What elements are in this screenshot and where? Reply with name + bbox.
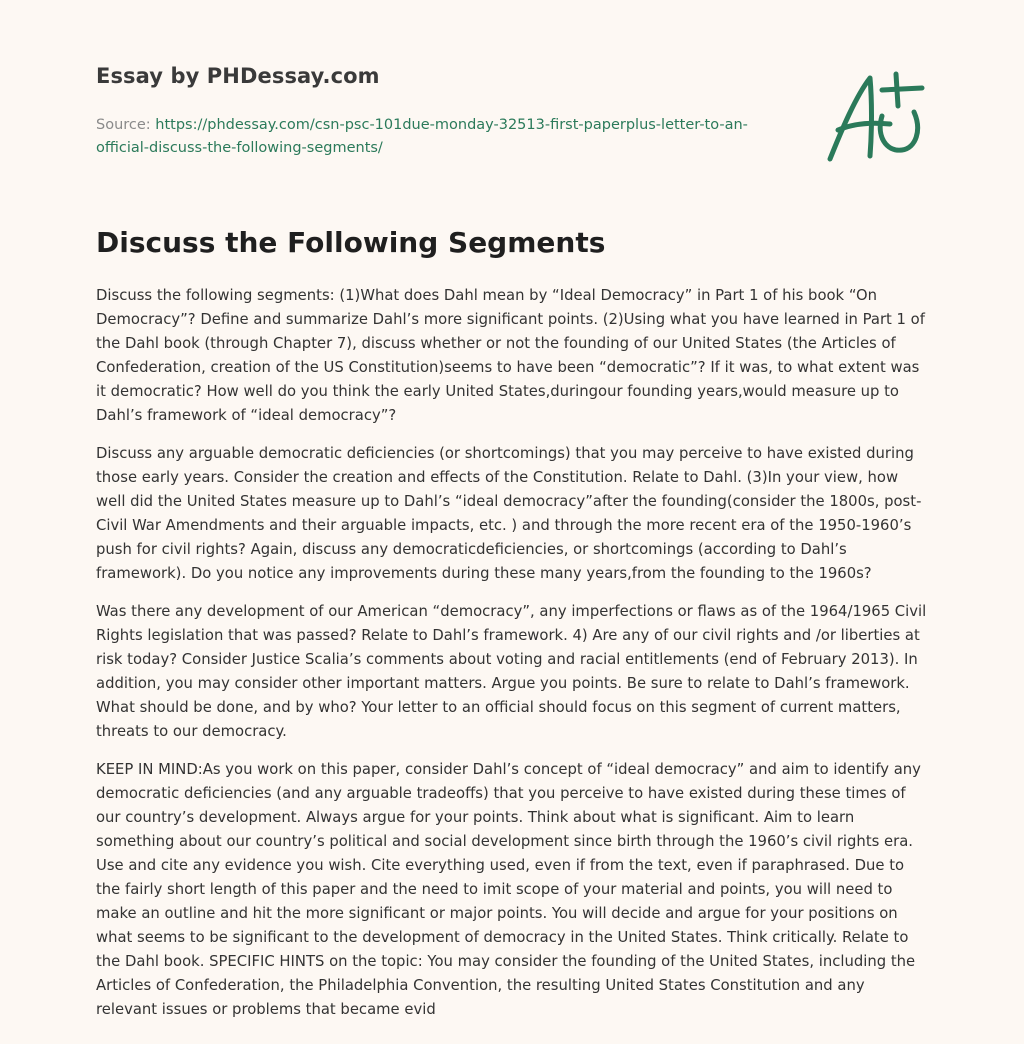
article-title: Discuss the Following Segments xyxy=(96,226,606,259)
article-body xyxy=(96,284,928,1036)
a-plus-logo-icon xyxy=(820,64,930,168)
paragraph: KEEP IN MIND:As you work on this paper, consider Dahl’s concept of “ideal democracy” and aim to identify any democratic deficiencies (and any arguable tradeoffs) that you perceive to have existed during these times of our country’s development. Always argue for your points. Think about what is significant. Aim to learn something about our country’s political and social development since birth through the 1960’s civil rights era. Use and cite any evidence you wish. Cite everything used, even if from the text, even if paraphrased. Due to the fairly short length of this paper and the need to imit scope of your material and points, you will need to make an outline and hit the more significant or major points. You will decide and argue for your positions on what seems to be significant to the development of democracy in the United States. Think critically. Relate to the Dahl book. SPECIFIC HINTS on the topic: You may consider the founding of the United States, including the Articles of Confederation, the Philadelphia Convention, the resulting United States Constitution and any relevant issues or problems that became evid xyxy=(96,761,921,1018)
source-line xyxy=(96,114,776,160)
source-label: Source: xyxy=(96,117,156,133)
paragraph: Was there any development of our American “democracy”, any imperfections or flaws as of the 1964/1965 Civil Rights legislation that was passed? Relate to Dahl’s framework. 4) Are any of our civil rights and /or liberties at risk today? Consider Justice Scalia’s comments about voting and racial entitlements (end of February 2013). In addition, you may consider other important matters. Argue you points. Be sure to relate to Dahl’s framework. What should be done, and by who? Your letter to an official should focus on this segment of current matters, threats to our democracy. xyxy=(96,603,927,740)
paragraph: Discuss the following segments: (1)What does Dahl mean by “Ideal Democracy” in Part 1 of his book “On Democracy”? Define and summarize Dahl’s more significant points. (2)Using what you have learned in Part 1 of the Dahl book (through Chapter 7), discuss whether or not the founding of our United States (the Articles of Confederation, creation of the US Constitution)seems to have been “democratic”? If it was, to what extent was it democratic? How well do you think the early United States,duringour founding years,would measure up to Dahl’s framework of “ideal democracy”? xyxy=(96,287,925,424)
source-link[interactable]: https://phdessay.com/csn-psc-101due-monday-32513-first-paperplus-letter-to-an-official-discuss-the-following-segments/ xyxy=(96,117,748,156)
paragraph: Discuss any arguable democratic deficiencies (or shortcomings) that you may perceive to have existed during those early years. Consider the creation and effects of the Constitution. Relate to Dahl. (3)In your view, how well did the United States measure up to Dahl’s “ideal democracy”after the founding(consider the 1800s, post-Civil War Amendments and their arguable impacts, etc. ) and through the more recent era of the 1950-1960’s push for civil rights? Again, discuss any democraticdeficiencies, or shortcomings (according to Dahl’s framework). Do you notice any improvements during these many years,from the founding to the 1960s? xyxy=(96,445,922,582)
site-header xyxy=(96,64,776,160)
site-brand: Essay by PHDessay.com xyxy=(96,64,380,88)
